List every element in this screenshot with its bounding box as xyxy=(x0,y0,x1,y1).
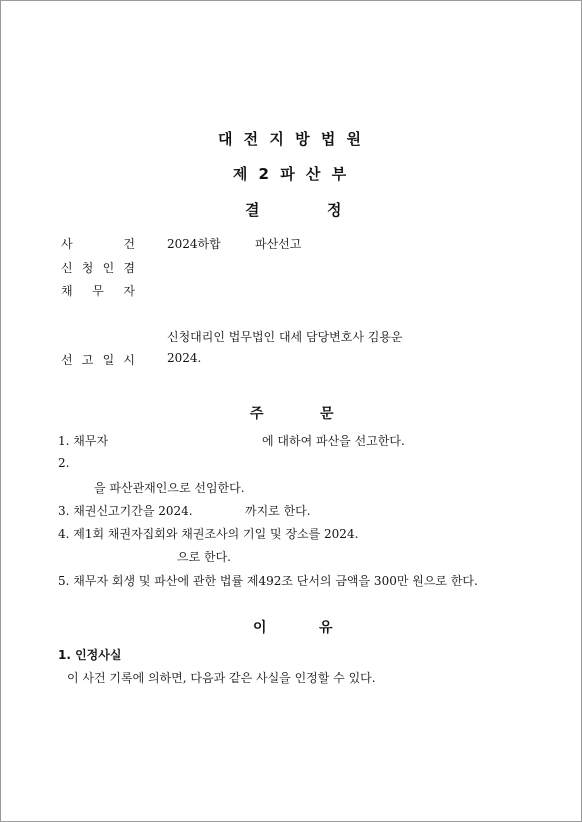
reason-section-1-text: 이 사건 기록에 의하면, 다음과 같은 사실을 인정할 수 있다. xyxy=(67,671,376,685)
order-item-3-a: 3. 채권신고기간을 2024. xyxy=(58,504,193,518)
order-item-4-b: 으로 한다. xyxy=(177,550,231,564)
doc-type-char-1: 결 xyxy=(245,201,263,219)
declared-label: 선 고 일 시 xyxy=(61,353,135,367)
reason-heading-char-1: 이 xyxy=(253,620,270,636)
order-item-5: 5. 채무자 회생 및 파산에 관한 법률 제492조 단서의 금액을 300만 원으로 한다. xyxy=(58,574,478,588)
reason-section-1-title: 1. 인정사실 xyxy=(58,648,122,662)
declared-date: 2024. xyxy=(167,351,202,365)
applicant-label: 신 청 인 겸 xyxy=(61,261,135,275)
agent-info: 신청대리인 법무법인 대세 담당변호사 김용운 xyxy=(167,330,403,344)
order-heading-char-2: 문 xyxy=(320,406,337,422)
reason-heading-char-2: 유 xyxy=(319,620,336,636)
debtor-label: 채 무 자 xyxy=(61,284,135,298)
order-item-2-a: 2. xyxy=(58,456,70,470)
division-name: 제 2 파 산 부 xyxy=(232,165,350,183)
order-item-1-a: 1. 채무자 xyxy=(58,434,109,448)
order-heading-char-1: 주 xyxy=(250,406,267,422)
case-number: 2024하합 xyxy=(167,237,221,251)
court-name: 대 전 지 방 법 원 xyxy=(217,130,365,148)
order-item-2-b: 을 파산관재인으로 선임한다. xyxy=(94,481,245,495)
case-label: 사 건 xyxy=(61,237,135,251)
doc-type-char-2: 정 xyxy=(327,201,345,219)
case-name: 파산선고 xyxy=(255,237,302,251)
order-item-4-a: 4. 제1회 채권자집회와 채권조사의 기일 및 장소를 2024. xyxy=(58,527,359,541)
order-item-3-b: 까지로 한다. xyxy=(245,504,311,518)
order-item-1-b: 에 대하여 파산을 선고한다. xyxy=(262,434,405,448)
